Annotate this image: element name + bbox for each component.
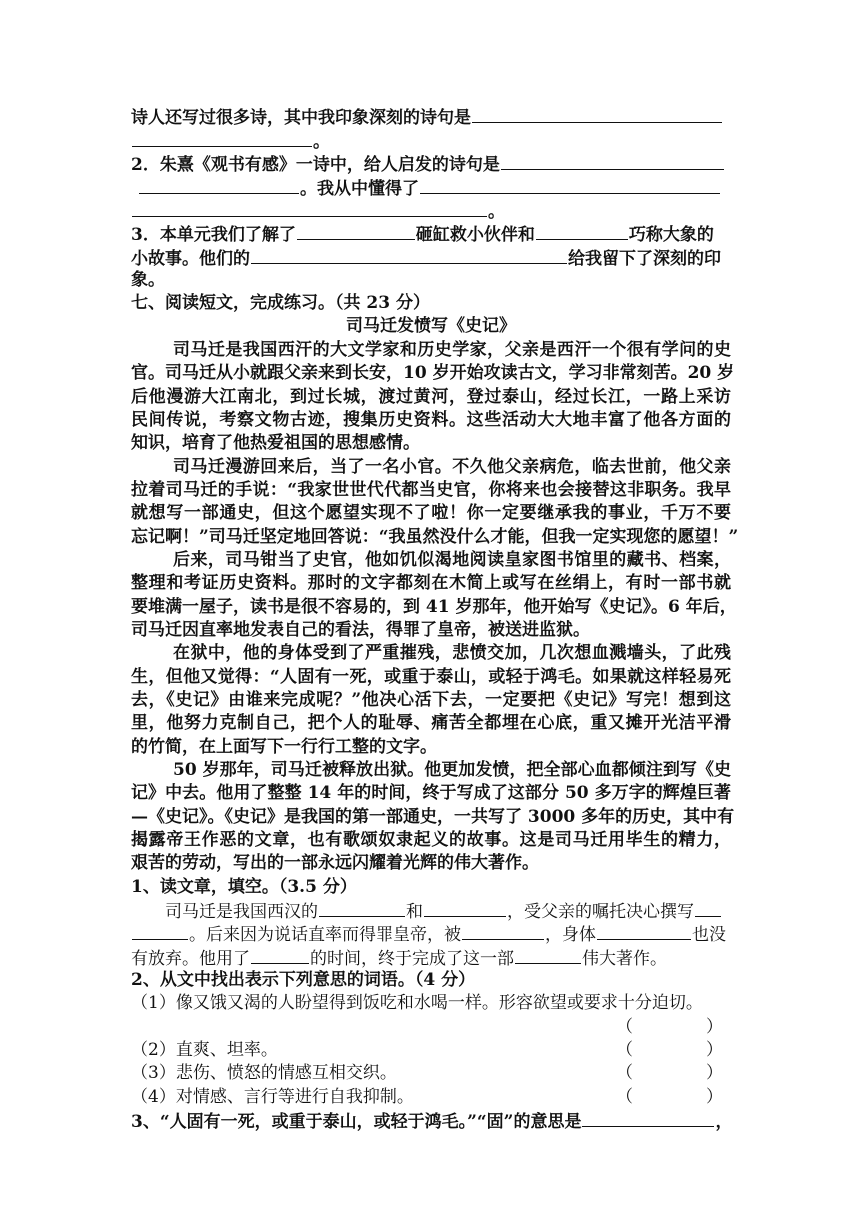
answer-blank[interactable] xyxy=(132,921,188,940)
answer-paren-close[interactable]: ） xyxy=(706,1017,723,1037)
text: 司马迁是我国西汉的 xyxy=(165,902,318,922)
text: ， xyxy=(715,1112,733,1132)
question-3-line-3 xyxy=(131,268,731,292)
passage-line: 去，《史记》由谁来完成呢？”他决心活下去，一定要把《史记》写完！想到这 xyxy=(131,690,731,710)
answer-blank[interactable] xyxy=(424,898,506,917)
passage-line: 司马迁因直率地发表自己的看法，得罪了皇帝，被送进监狱。 xyxy=(131,620,590,640)
question-2-heading: 2、从文中找出表示下列意思的词语。（4 分） xyxy=(131,970,476,990)
text: 和 xyxy=(406,902,423,922)
answer-blank[interactable] xyxy=(420,175,720,194)
text: 。我从中懂得了 xyxy=(300,179,419,199)
passage-line: 揭露帝王作恶的文章，也有歌颂奴隶起义的故事。这是司马迁用毕生的精力， xyxy=(131,830,731,850)
text: 伟大著作。 xyxy=(582,949,667,969)
passage-line: 在狱中，他的身体受到了严重摧残，悲愤交加，几次想血溅墙头，了此残 xyxy=(173,643,731,663)
answer-blank[interactable] xyxy=(597,921,691,940)
text: 。后来因为说话直率而得罪皇帝，被 xyxy=(189,925,461,945)
text: ，受父亲的嘱托决心撰写 xyxy=(507,902,694,922)
passage-line: 忘记啊！”司马迁坚定地回答说：“我虽然没什么才能，但我一定实现您的愿望！” xyxy=(131,527,739,547)
passage-line: 拉着司马迁的手说：“我家世世代代都当史官，你将来也会接替这非职务。我早 xyxy=(131,480,731,500)
passage-line: 整理和考证历史资料。那时的文字都刻在木简上或写在丝绢上，有时一部书就 xyxy=(131,573,731,593)
answer-paren-close[interactable]: ） xyxy=(706,1087,723,1107)
passage-line: 司马迁是我国西汗的大文学家和历史学家，父亲是西汗一个很有学问的史 xyxy=(173,340,731,360)
answer-blank[interactable] xyxy=(695,898,721,917)
passage-title: 司马迁发愤写《史记》 xyxy=(346,316,516,336)
answer-paren-open: （ xyxy=(616,1063,633,1083)
answer-blank[interactable] xyxy=(472,104,722,123)
answer-blank[interactable] xyxy=(139,175,299,194)
answer-paren-close[interactable]: ） xyxy=(706,1040,723,1060)
answer-blank[interactable] xyxy=(132,128,312,147)
question-1-line-2 xyxy=(131,921,731,947)
answer-blank[interactable] xyxy=(297,221,415,240)
text: 。 xyxy=(488,202,505,222)
passage-line: 的竹简，在上面写下一行行工整的文字。 xyxy=(131,737,437,757)
passage-line: 要堆满一屋子，读书是很不容易的，到 41 岁那年，他开始写《史记》。6 年后， xyxy=(131,597,737,617)
answer-blank[interactable] xyxy=(582,1108,714,1127)
section-heading xyxy=(131,291,731,315)
passage-line: 民间传说，考察文物古迹，搜集历史资料。这些活动大大地丰富了他各方面的 xyxy=(131,410,731,430)
passage-line: 后来，司马钳当了史官，他如饥似渴地阅读皇家图书馆里的藏书、档案， xyxy=(173,550,731,570)
answer-blank[interactable] xyxy=(462,921,544,940)
text: 砸缸救小伙伴和 xyxy=(415,225,535,245)
answer-blank[interactable] xyxy=(536,221,628,240)
passage-line: 记》中去。他用了整整 14 年的时间，终于写成了这部分 50 多万字的辉煌巨著 xyxy=(131,783,731,803)
question-2-item-2: （2）直爽、坦率。 xyxy=(131,1040,278,1060)
answer-paren-close[interactable]: ） xyxy=(706,1063,723,1083)
text: 象。 xyxy=(131,270,165,290)
text: 2．朱熹《观书有感》一诗中，给人启发的诗句是 xyxy=(131,155,500,175)
text: 给我留下了深刻的印 xyxy=(568,249,721,269)
passage-line: 里，他努力克制自己，把个人的耻辱、痛苦全都埋在心底，重又摊开光洁平滑 xyxy=(131,713,731,733)
answer-paren-open: （ xyxy=(616,1040,633,1060)
passage-line: 生，但他又觉得：“人固有一死，或重于泰山，或轻于鸿毛。如果就这样轻易死 xyxy=(131,667,731,687)
answer-blank[interactable] xyxy=(319,898,405,917)
text: 七、阅读短文，完成练习。（共 23 分） xyxy=(131,293,430,313)
passage-line: 艰苦的劳动，写出的一部永远闪耀着光辉的伟大著作。 xyxy=(131,853,539,873)
question-3-stem xyxy=(131,1108,731,1134)
passage-line: 司马迁漫游回来后，当了一名小官。不久他父亲病危，临去世前，他父亲 xyxy=(173,457,731,477)
answer-blank[interactable] xyxy=(515,945,581,964)
text: ，身体 xyxy=(545,925,596,945)
text: 诗人还写过很多诗，其中我印象深刻的诗句是 xyxy=(131,108,471,128)
question-3-line-1 xyxy=(131,221,731,247)
question-2-item-1: （1）像又饿又渴的人盼望得到饭吃和水喝一样。形容欲望或要求十分迫切。 xyxy=(131,993,703,1013)
passage-line: 后他漫游大江南北，到过长城，渡过黄河，登过泰山，经过长江，一路上采访 xyxy=(131,387,731,407)
text: 小故事。他们的 xyxy=(131,249,250,269)
passage-line: —《史记》。《史记》是我国的第一部通史，一共写了 3000 多年的历史，其中有 xyxy=(131,807,735,827)
question-2-item-3: （3）悲伤、愤怒的情感互相交织。 xyxy=(131,1063,397,1083)
text: 3．本单元我们了解了 xyxy=(131,225,296,245)
question-2-line-1 xyxy=(131,151,731,177)
text: 有放弃。他用了 xyxy=(131,949,250,969)
answer-paren-open: （ xyxy=(616,1087,633,1107)
answer-blank[interactable] xyxy=(501,151,724,170)
passage-line: 官。司马迁从小就跟父亲来到长安，10 岁开始攻读古文，学习非常刻苦。20 岁 xyxy=(131,363,735,383)
answer-paren-open: （ xyxy=(616,1017,633,1037)
question-2-item-4: （4）对情感、言行等进行自我抑制。 xyxy=(131,1087,414,1107)
text: 巧称大象的 xyxy=(628,225,714,245)
answer-blank[interactable] xyxy=(251,945,309,964)
text: 3、“人固有一死，或重于泰山，或轻于鸿毛。”“固”的意思是 xyxy=(131,1112,582,1132)
passage-line: 50 岁那年，司马迁被释放出狱。他更加发愤，把全部心血都倾注到写《史 xyxy=(173,760,731,780)
answer-blank[interactable] xyxy=(251,245,567,264)
answer-blank[interactable] xyxy=(132,198,487,217)
question-1-heading: 1、读文章，填空。（3.5 分） xyxy=(131,877,357,897)
text: 的时间，终于完成了这一部 xyxy=(310,949,514,969)
passage-line: 就想写一部通史，但这个愿望实现不了啦！你一定要继承我的事业，千万不要 xyxy=(131,503,731,523)
text: 。 xyxy=(313,132,330,152)
text: 也没 xyxy=(692,925,726,945)
passage-line: 知识，培育了他热爱祖国的思想感情。 xyxy=(131,433,420,453)
line-1 xyxy=(131,104,731,130)
